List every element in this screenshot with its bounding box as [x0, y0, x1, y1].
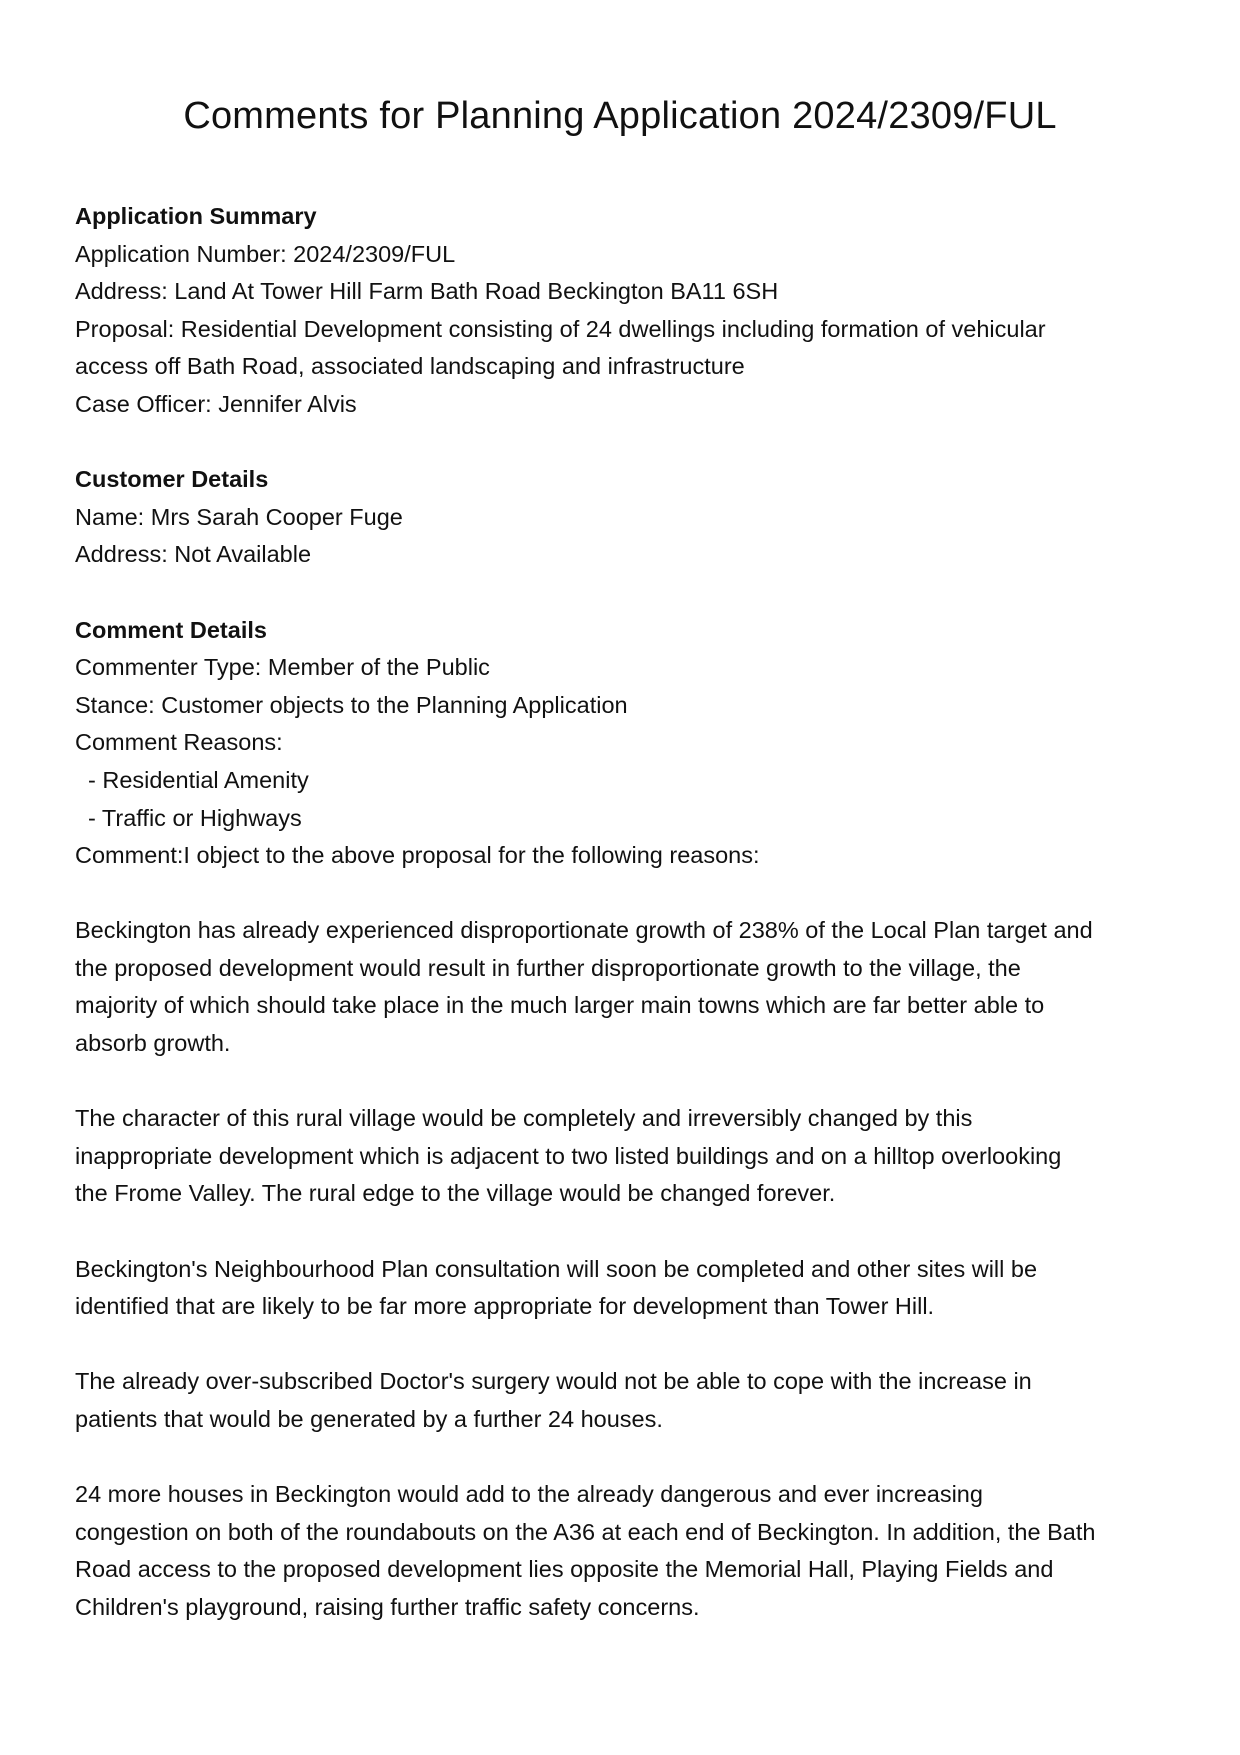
comment-details-heading: Comment Details	[75, 616, 267, 643]
paragraph-line: Beckington's Neighbourhood Plan consultation will soon be completed and other sites will be	[75, 1255, 1038, 1282]
customer-address: Address: Not Available	[75, 541, 312, 568]
page-title: Comments for Planning Application 2024/2309/FUL	[183, 95, 1057, 137]
stance: Stance: Customer objects to the Planning Application	[75, 691, 628, 718]
comment-intro: Comment:I object to the above proposal for the following reasons:	[75, 842, 760, 869]
paragraph-line: 24 more houses in Beckington would add to the already dangerous and ever increasing	[75, 1481, 983, 1508]
customer-details-heading: Customer Details	[75, 466, 269, 493]
comment-details-section	[75, 612, 1175, 1627]
customer-details-section	[75, 461, 1175, 574]
paragraph-spacer	[75, 1326, 1175, 1364]
comment-paragraph-4	[75, 1363, 1175, 1438]
paragraph-line: The character of this rural village would be completely and irreversibly changed by this	[75, 1105, 973, 1132]
paragraph-line: the Frome Valley. The rural edge to the village would be changed forever.	[75, 1180, 836, 1207]
paragraph-line: Road access to the proposed development lies opposite the Memorial Hall, Playing Fields and	[75, 1556, 1054, 1583]
paragraph-line: patients that would be generated by a further 24 houses.	[75, 1406, 663, 1432]
paragraph-line: absorb growth.	[75, 1030, 231, 1057]
paragraph-line: majority of which should take place in the much larger main towns which are far better able to	[75, 992, 1045, 1019]
commenter-type: Commenter Type: Member of the Public	[75, 654, 490, 681]
paragraph-line: the proposed development would result in further disproportionate growth to the village, the	[75, 954, 1021, 981]
application-summary-heading: Application Summary	[75, 203, 317, 229]
paragraph-line: The already over-subscribed Doctor's surgery would not be able to cope with the increase in	[75, 1368, 1032, 1395]
comment-paragraph-5	[75, 1476, 1175, 1626]
proposal-line-1: Proposal: Residential Development consisting of 24 dwellings including formation of vehicular	[75, 315, 1046, 342]
paragraph-spacer	[75, 1439, 1175, 1477]
paragraph-spacer	[75, 875, 1175, 913]
comment-paragraph-2	[75, 1100, 1175, 1213]
customer-name: Name: Mrs Sarah Cooper Fuge	[75, 503, 403, 530]
paragraph-spacer	[75, 1063, 1175, 1101]
paragraph-line: inappropriate development which is adjacent to two listed buildings and on a hilltop overlooking	[75, 1142, 1062, 1169]
comment-reason-item: - Traffic or Highways	[88, 804, 302, 831]
proposal-line-2: access off Bath Road, associated landscaping and infrastructure	[75, 353, 745, 380]
paragraph-line: congestion on both of the roundabouts on the A36 at each end of Beckington. In addition, the Bath	[75, 1518, 1096, 1545]
section-spacer	[75, 574, 1175, 612]
application-number: Application Number: 2024/2309/FUL	[75, 240, 456, 267]
comment-reasons-label: Comment Reasons:	[75, 729, 283, 756]
section-spacer	[75, 424, 1175, 462]
application-summary-section	[75, 198, 1175, 424]
document-body	[75, 198, 1175, 1627]
paragraph-line: identified that are likely to be far more appropriate for development than Tower Hill.	[75, 1293, 935, 1320]
comment-paragraph-1	[75, 912, 1175, 1062]
comment-paragraph-3	[75, 1251, 1175, 1326]
paragraph-line: Beckington has already experienced disproportionate growth of 238% of the Local Plan target and	[75, 917, 1093, 944]
paragraph-line: Children's playground, raising further traffic safety concerns.	[75, 1593, 700, 1620]
application-address: Address: Land At Tower Hill Farm Bath Road Beckington BA11 6SH	[75, 278, 779, 305]
comment-reason-item: - Residential Amenity	[88, 766, 309, 793]
paragraph-spacer	[75, 1213, 1175, 1251]
case-officer: Case Officer: Jennifer Alvis	[75, 390, 357, 417]
